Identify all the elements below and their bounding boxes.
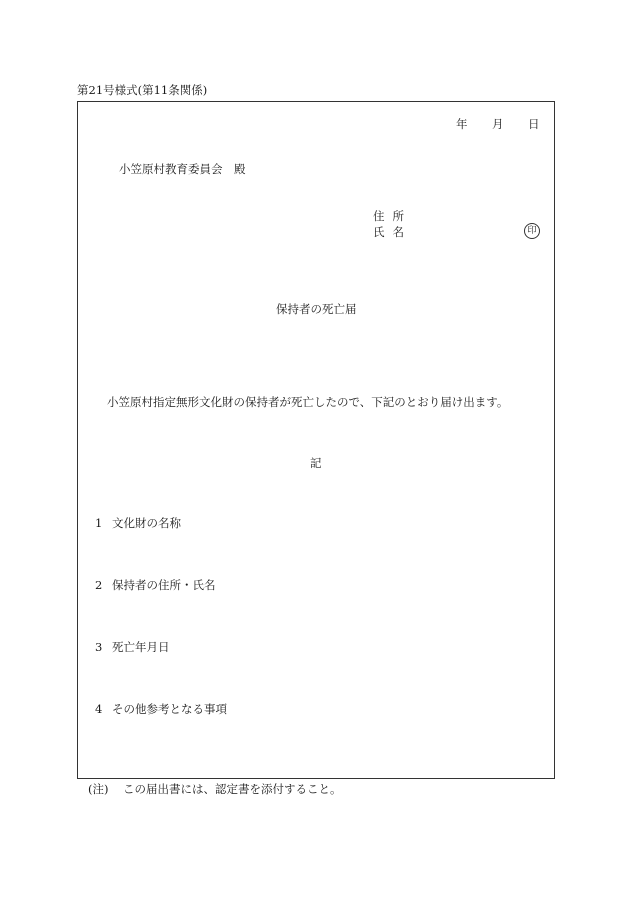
item-number: 3 bbox=[95, 640, 103, 654]
ki-heading: 記 bbox=[310, 456, 322, 470]
form-number-label: 第21号様式(第11条関係) bbox=[77, 83, 208, 97]
footnote-text: この届出書には、認定書を添付すること。 bbox=[123, 782, 342, 796]
list-item bbox=[95, 642, 170, 654]
item-label: 保持者の住所・氏名 bbox=[112, 578, 216, 592]
list-item bbox=[95, 518, 181, 530]
list-item bbox=[95, 704, 227, 716]
item-label: 文化財の名称 bbox=[112, 516, 181, 530]
list-item bbox=[95, 580, 216, 592]
item-number: 1 bbox=[95, 516, 103, 530]
date-year-label: 年 bbox=[456, 117, 468, 131]
footnote-prefix: (注) bbox=[88, 782, 109, 796]
seal-mark: 印 bbox=[524, 223, 540, 239]
item-label: その他参考となる事項 bbox=[112, 702, 227, 716]
date-month-label: 月 bbox=[492, 117, 504, 131]
form-frame bbox=[77, 101, 555, 779]
footnote bbox=[88, 784, 342, 796]
address-label: 住所 bbox=[373, 209, 412, 223]
item-number: 2 bbox=[95, 578, 103, 592]
date-day-label: 日 bbox=[528, 117, 540, 131]
body-text: 小笠原村指定無形文化財の保持者が死亡したので、下記のとおり届け出ます。 bbox=[107, 395, 509, 409]
addressee: 小笠原村教育委員会 殿 bbox=[119, 162, 246, 176]
item-number: 4 bbox=[95, 702, 103, 716]
item-label: 死亡年月日 bbox=[112, 640, 170, 654]
name-label: 氏名 bbox=[373, 225, 412, 239]
document-title: 保持者の死亡届 bbox=[276, 302, 357, 316]
